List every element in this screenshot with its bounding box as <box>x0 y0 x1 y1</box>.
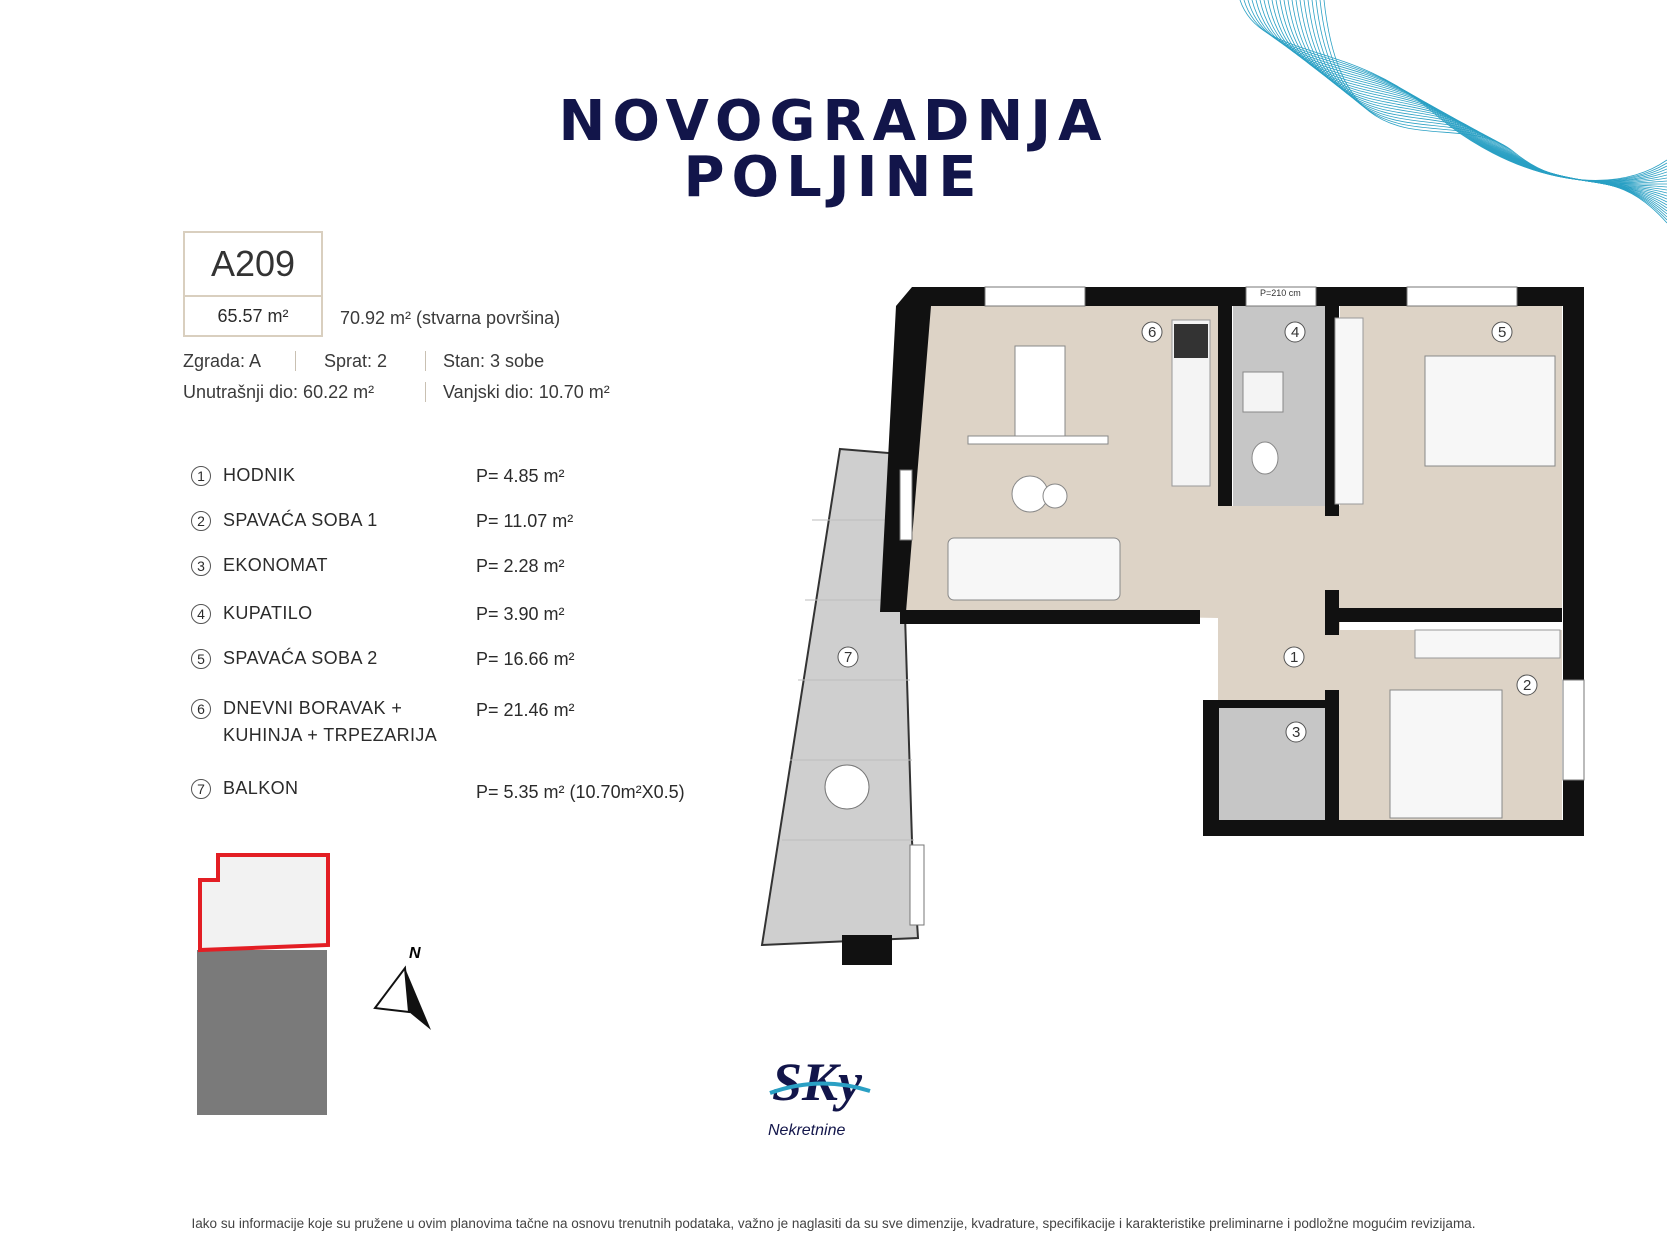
room-area: P= 2.28 m² <box>476 556 565 576</box>
room-area: P= 4.85 m² <box>476 466 565 486</box>
north-arrow <box>365 940 445 1035</box>
svg-text:SKy: SKy <box>772 1052 863 1112</box>
svg-text:Nekretnine: Nekretnine <box>768 1122 846 1139</box>
floor-label: Sprat: 2 <box>324 351 388 371</box>
unit-area: 65.57 m² <box>183 297 323 337</box>
room-number: 7 <box>191 779 211 799</box>
page-title-line1: NOVOGRADNJA <box>558 89 1109 154</box>
sky-nekretnine-logo <box>760 1045 910 1145</box>
room-name: SPAVAĆA SOBA 1 <box>223 510 378 530</box>
plan-room-number: 2 <box>1523 677 1532 694</box>
floor-plan <box>760 284 1590 974</box>
room-area: P= 11.07 m² <box>476 511 574 531</box>
plan-room-number: 6 <box>1148 324 1157 341</box>
room-number: 3 <box>191 556 211 576</box>
room-name: KUPATILO <box>223 603 313 623</box>
page-title-line2: POLJINE <box>683 145 984 210</box>
room-number: 6 <box>191 699 211 719</box>
rooms-count-label: Stan: 3 sobe <box>443 351 545 371</box>
north-label: N <box>409 945 421 962</box>
separator <box>425 351 426 371</box>
room-number: 4 <box>191 604 211 624</box>
real-area: 70.92 m² (stvarna površina) <box>340 308 561 328</box>
room-area: P= 5.35 m² (10.70m²X0.5) <box>476 782 685 802</box>
plan-room-number: 3 <box>1292 724 1301 741</box>
building-label: Zgrada: A <box>183 351 262 371</box>
disclaimer: Iako su informacije koje su pružene u ovim planovima tačne na osnovu trenutnih podataka, važno je naglasiti da su sve dimenzije, kvadrature, specifikacije i karakteristike preliminarne i podložne mogućim revizijama. <box>191 1216 1476 1231</box>
plan-room-number: 7 <box>844 649 853 666</box>
unit-code: A209 <box>183 231 323 297</box>
room-name: EKONOMAT <box>223 555 328 575</box>
room-name: DNEVNI BORAVAK + <box>223 698 403 718</box>
plan-room-number: 4 <box>1291 324 1300 341</box>
inner-area-label: Unutrašnji dio: 60.22 m² <box>183 382 375 402</box>
room-number: 2 <box>191 511 211 531</box>
room-name: BALKON <box>223 778 299 798</box>
room-name-line2: KUHINJA + TRPEZARIJA <box>223 725 438 745</box>
separator <box>425 382 426 402</box>
separator <box>295 351 296 371</box>
building-key-plan <box>180 850 360 1120</box>
room-number: 1 <box>191 466 211 486</box>
room-number: 5 <box>191 649 211 669</box>
room-area: P= 3.90 m² <box>476 604 565 624</box>
room-area: P= 21.46 m² <box>476 700 575 720</box>
storage-floor <box>1218 702 1328 820</box>
outer-area-label: Vanjski dio: 10.70 m² <box>443 382 610 402</box>
plan-room-number: 1 <box>1290 649 1299 666</box>
plan-room-number: 5 <box>1498 324 1507 341</box>
shower-dimension: P=210 cm <box>1260 288 1301 298</box>
hallway-floor <box>1218 506 1340 702</box>
room-area: P= 16.66 m² <box>476 649 575 669</box>
room-name: HODNIK <box>223 465 296 485</box>
room-name: SPAVAĆA SOBA 2 <box>223 648 378 668</box>
